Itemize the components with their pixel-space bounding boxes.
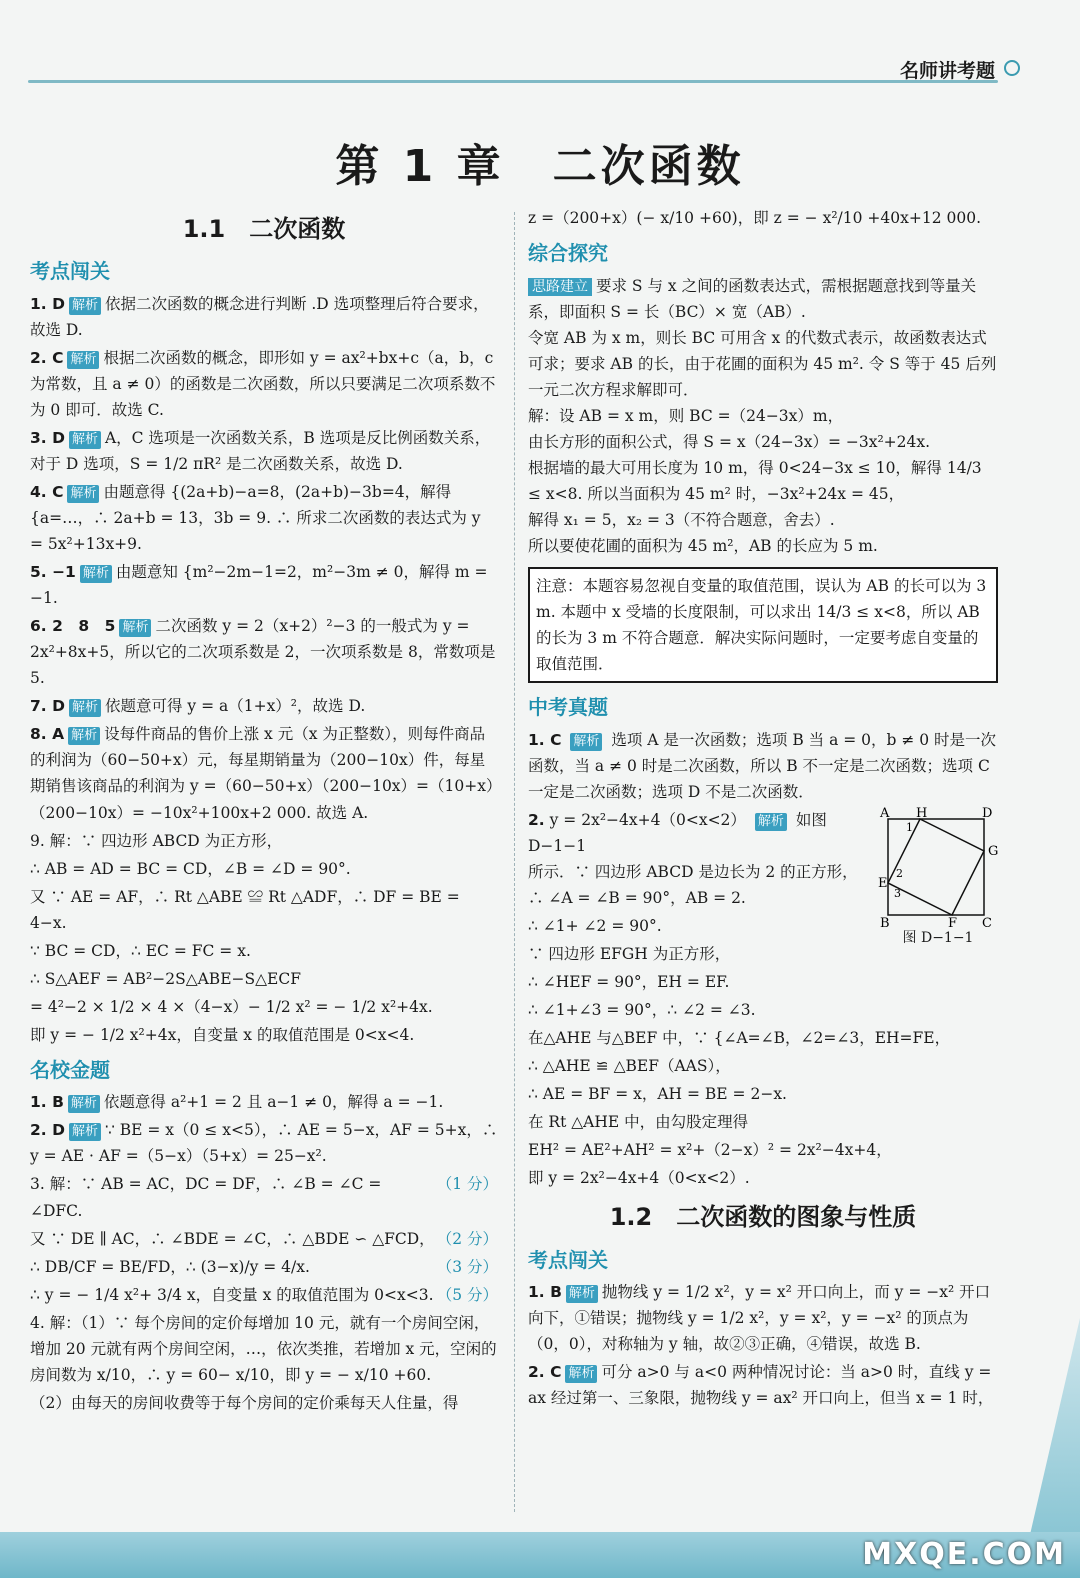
- label-b: B: [880, 915, 890, 927]
- list-item: [30, 721, 498, 825]
- text-line: ∵ BC = CD，∴ EC = FC = x.: [30, 941, 251, 960]
- item-number: 2.: [528, 810, 545, 829]
- item-number: 2. C: [30, 348, 64, 367]
- analysis-tag: 解析: [755, 813, 787, 831]
- text-line: 又 ∵ AE = AF，∴ Rt △ABE ≌ Rt △ADF，∴ DF = BE = 4−x.: [30, 887, 460, 932]
- kaodian-list: [30, 291, 498, 826]
- text-line: ∵ 四边形 EFGH 为正方形，: [528, 944, 731, 963]
- text-line: 根据墙的最大可用长度为 10 m，得 0<24−3x ≤ 10，解得 14/3 ≤ x<8. 所以当面积为 45 m² 时，−3x²+24x = 45，: [528, 458, 982, 503]
- text-line: 所以要使花圃的面积为 45 m²，AB 的长应为 5 m.: [528, 536, 878, 555]
- text-line: 由长方形的面积公式，得 S = x（24−3x）= −3x²+24x.: [528, 432, 931, 451]
- text-line: 要求 S 与 x 之间的函数表达式，需根据题意找到等量关系，即面积 S = 长（BC）× 宽（AB）.: [528, 276, 977, 321]
- item-text: 依据二次函数的概念进行判断 .D 选项整理后符合要求，故选 D.: [30, 294, 489, 339]
- score-badge: （2 分）: [436, 1229, 498, 1248]
- mingxiao-list: [30, 1089, 498, 1169]
- section-2-title: 1.2 二次函数的图象与性质: [609, 1203, 917, 1232]
- label-g: G: [988, 843, 998, 859]
- item-number: 8. A: [30, 725, 65, 744]
- score-badge: （1 分）: [436, 1175, 498, 1194]
- item-answer: y = 2x²−4x+4（0<x<2）: [549, 810, 746, 829]
- zhongkao-2: [528, 807, 998, 1191]
- item-text: 依题意可得 y = a（1+x）²，故选 D.: [104, 697, 366, 716]
- text-line: ∴ △AHE ≌ △BEF（AAS），: [528, 1057, 731, 1076]
- text-line: ∴ S△AEF = AB²−2S△ABE−S△ECF: [30, 969, 301, 988]
- list-item: [30, 479, 498, 557]
- item-text: 二次函数 y = 2（x+2）²−3 的一般式为 y = 2x²+8x+5，所以它的二次项系数是 2，一次项系数是 8，常数项是 5.: [30, 617, 496, 688]
- top-equation: z =（200+x）(− x/10 +60)，即 z = − x²/10 +40x+12 000.: [528, 209, 982, 227]
- note-box: 注意：本题容易忽视自变量的取值范围，误认为 AB 的长可以为 3 m. 本题中 x 受墙的长度限制，可以求出 14/3 ≤ x<8，所以 AB 的长为 3 m 不符合题意．解决实际问题时，一定要考虑自变量的取值范围．: [528, 567, 998, 683]
- list-item: [30, 345, 498, 423]
- header-title: 名师讲考题: [899, 60, 995, 82]
- text-line: 在 Rt △AHE 中，由勾股定理得: [528, 1113, 749, 1132]
- text-line: ∴ AE = BF = x，AH = BE = 2−x.: [528, 1085, 787, 1104]
- line-text: ∴ y = − 1/4 x²+ 3/4 x，自变量 x 的取值范围为 0<x<3.: [30, 1285, 434, 1304]
- subsection-kaodian-2: 考点闯关: [528, 1247, 608, 1272]
- item-number: 2. D: [30, 1121, 65, 1140]
- item-number: 7. D: [30, 697, 65, 716]
- analysis-tag: 解析: [80, 565, 112, 583]
- text-line: 即 y = 2x²−4x+4（0<x<2）.: [528, 1169, 750, 1188]
- item-text: 抛物线 y = 1/2 x²，y = x² 开口向上，而 y = −x² 开口向下，①错误；抛物线 y = 1/2 x²，y = x²，y = −x² 的顶点为（0，0），对称轴为 y 轴，故②③正确，④错误，故选 B.: [528, 1283, 991, 1354]
- text-line: 解得 x₁ = 5，x₂ = 3（不符合题意，舍去）.: [528, 510, 835, 529]
- header-dot-icon: [1004, 60, 1020, 76]
- text-line: ∴ AB = AD = BC = CD，∠B = ∠D = 90°.: [30, 859, 351, 878]
- list-item: [30, 1089, 498, 1115]
- watermark: MXQE.COM: [862, 1537, 1066, 1572]
- section-title: 1.1 二次函数: [182, 215, 346, 243]
- item-number: 4. C: [30, 483, 64, 502]
- text-line: 解：设 AB = x m，则 BC =（24−3x）m，: [528, 406, 844, 425]
- left-column: [30, 205, 498, 1418]
- zhongkao-1: [528, 727, 998, 805]
- item-text: 依题意得 a²+1 = 2 且 a−1 ≠ 0，解得 a = −1.: [103, 1093, 444, 1112]
- analysis-tag: 解析: [570, 733, 602, 751]
- text-line: 令宽 AB 为 x m，则长 BC 可用含 x 的代数式表示，故函数表达式可求；要求 AB 的长，由于花圃的面积为 45 m². 令 S 等于 45 后列一元二次方程求解即可．: [528, 328, 997, 399]
- square-diagram: [878, 807, 998, 927]
- item-text: 由题意得 {(2a+b)−a=8，(2a+b)−3b=4，解得 {a=…，∴ 2a+b = 13，3b = 9. ∴ 所求二次函数的表达式为 y = 5x²+13x+9.: [30, 483, 481, 554]
- kaodian-2-list: [528, 1279, 998, 1411]
- analysis-tag: 解析: [69, 297, 101, 315]
- analysis-tag: 解析: [69, 699, 101, 717]
- list-item: [30, 291, 498, 343]
- text-line: ∴ ∠HEF = 90°，EH = EF.: [528, 972, 730, 991]
- text-line: [30, 1171, 498, 1223]
- header-rule: [28, 80, 998, 83]
- label-e: E: [878, 875, 888, 891]
- item-number: 1. D: [30, 294, 65, 313]
- analysis-tag: 解析: [69, 431, 101, 449]
- analysis-tag: 解析: [566, 1285, 598, 1303]
- list-item: [30, 559, 498, 611]
- analysis-tag: 解析: [565, 1365, 597, 1383]
- subsection-kaodian: 考点闯关: [30, 259, 110, 284]
- label-f: F: [948, 915, 958, 927]
- item-number: 1. B: [30, 1093, 64, 1112]
- answer-3: [30, 1171, 498, 1307]
- answer-9: [30, 828, 498, 1048]
- answer-4: [30, 1310, 498, 1416]
- line-text: 3. 解：∵ AB = AC，DC = DF，∴ ∠B = ∠C = ∠DFC.: [30, 1175, 382, 1220]
- analysis-tag: 解析: [69, 1123, 101, 1141]
- label-c: C: [982, 915, 992, 927]
- list-item: [30, 693, 498, 719]
- label-angle-3: 3: [894, 886, 901, 900]
- list-item: [528, 1359, 998, 1411]
- label-d: D: [982, 806, 993, 821]
- figure-d-1-1: [878, 807, 998, 951]
- item-text: 根据二次函数的概念，即形如 y = ax²+bx+c（a，b，c 为常数，且 a ≠ 0）的函数是二次函数，所以只要满足二次项系数不为 0 即可．故选 C.: [30, 348, 496, 420]
- text-line: ∴ ∠1+∠3 = 90°，∴ ∠2 = ∠3.: [528, 1001, 756, 1019]
- item-number: 6. 2 8 5: [30, 617, 116, 636]
- label-angle-1: 1: [906, 820, 913, 834]
- text-line: [30, 1254, 498, 1280]
- analysis-tag: 解析: [68, 1095, 100, 1113]
- zonghe-tag: 思路建立: [528, 278, 592, 296]
- text-line: ∴ ∠1+ ∠2 = 90°.: [528, 916, 662, 935]
- subsection-zonghe: 综合探究: [528, 241, 608, 266]
- text-line: EH² = AE²+AH² = x²+（2−x）² = 2x²−4x+4，: [528, 1141, 892, 1160]
- text-line: 所示．∵ 四边形 ABCD 是边长为 2 的正方形，∴ ∠A = ∠B = 90°，AB = 2.: [528, 862, 858, 907]
- text-line: 9. 解：∵ 四边形 ABCD 为正方形，: [30, 831, 283, 850]
- text-line: （2）由每天的房间收费等于每个房间的定价乘每天人住量，得: [30, 1393, 459, 1412]
- label-a: A: [880, 806, 890, 821]
- text-line: [30, 1282, 498, 1308]
- score-badge: （3 分）: [436, 1257, 498, 1276]
- zonghe-body: [528, 273, 998, 559]
- chapter-title: 第 1 章 二次函数: [335, 141, 745, 192]
- column-divider: [514, 212, 516, 1512]
- item-text: 如图 D−1−1: [528, 810, 827, 855]
- list-item: [528, 1279, 998, 1357]
- item-number: 3. D: [30, 429, 65, 448]
- figure-caption: 图 D−1−1: [902, 929, 974, 946]
- item-text: 由题意知 {m²−2m−1=2，m²−3m ≠ 0，解得 m = −1.: [30, 563, 488, 608]
- text-line: = 4²−2 × 1/2 × 4 ×（4−x）− 1/2 x² = − 1/2 x²+4x.: [30, 997, 433, 1016]
- list-item: [30, 1117, 498, 1169]
- text-line: 即 y = − 1/2 x²+4x，自变量 x 的取值范围是 0<x<4.: [30, 1025, 415, 1044]
- item-text: 设每件商品的售价上涨 x 元（x 为正整数），则每件商品的利润为（60−50+x）元，每星期销量为（200−10x）件，每星期销售该商品的利润为 y =（60−50+x）（200−10x）=（10+x）（200−10x）= −10x²+100x+2 000. 故选 A.: [30, 725, 494, 822]
- line-text: ∴ DB/CF = BE/FD，∴ (3−x)/y = 4/x.: [30, 1257, 310, 1276]
- analysis-tag: 解析: [68, 727, 100, 745]
- item-number: 1. C: [528, 730, 562, 749]
- label-angle-2: 2: [896, 866, 903, 880]
- right-column: [528, 205, 998, 1413]
- analysis-tag: 解析: [67, 351, 99, 369]
- text-line: [30, 1226, 498, 1252]
- item-number: 5. −1: [30, 563, 76, 582]
- analysis-tag: 解析: [119, 619, 151, 637]
- text-line: 4. 解：（1）∵ 每个房间的定价每增加 10 元，就有一个房间空闲，增加 20 元就有两个房间空闲，…，依次类推，若增加 x 元，空闲的房间数为 x/10，∴ y = 60− x/10，即 y = − x/10 +60.: [30, 1313, 497, 1384]
- item-text: 选项 A 是一次函数；选项 B 当 a = 0，b ≠ 0 时是一次函数，当 a ≠ 0 时是二次函数，所以 B 不一定是二次函数；选项 C 一定是二次函数；选项 D 不是二次函数．: [528, 730, 997, 801]
- item-number: 1. B: [528, 1283, 562, 1302]
- list-item: [30, 613, 498, 691]
- score-badge: （5 分）: [436, 1285, 498, 1304]
- item-text: A，C 选项是一次函数关系，B 选项是反比例函数关系，对于 D 选项，S = 1/2 πR² 是二次函数关系，故选 D.: [30, 429, 491, 474]
- item-text: 可分 a>0 与 a<0 两种情况讨论：当 a>0 时，直线 y = ax 经过第一、三象限，抛物线 y = ax² 开口向上，但当 x = 1 时，: [528, 1363, 994, 1408]
- item-number: 2. C: [528, 1363, 562, 1382]
- label-h: H: [916, 806, 928, 821]
- line-text: 又 ∵ DE ∥ AC，∴ ∠BDE = ∠C，∴ △BDE ∽ △FCD，: [30, 1229, 435, 1248]
- text-line: 在△AHE 与△BEF 中，∵ {∠A=∠B，∠2=∠3，EH=FE，: [528, 1029, 951, 1048]
- item-text: ∵ BE = x（0 ≤ x<5），∴ AE = 5−x，AF = 5+x，∴ y = AE · AF =（5−x）（5+x）= 25−x².: [30, 1121, 498, 1166]
- subsection-zhongkao: 中考真题: [528, 695, 608, 720]
- analysis-tag: 解析: [67, 485, 99, 503]
- subsection-mingxiao: 名校金题: [30, 1057, 110, 1082]
- list-item: [30, 425, 498, 477]
